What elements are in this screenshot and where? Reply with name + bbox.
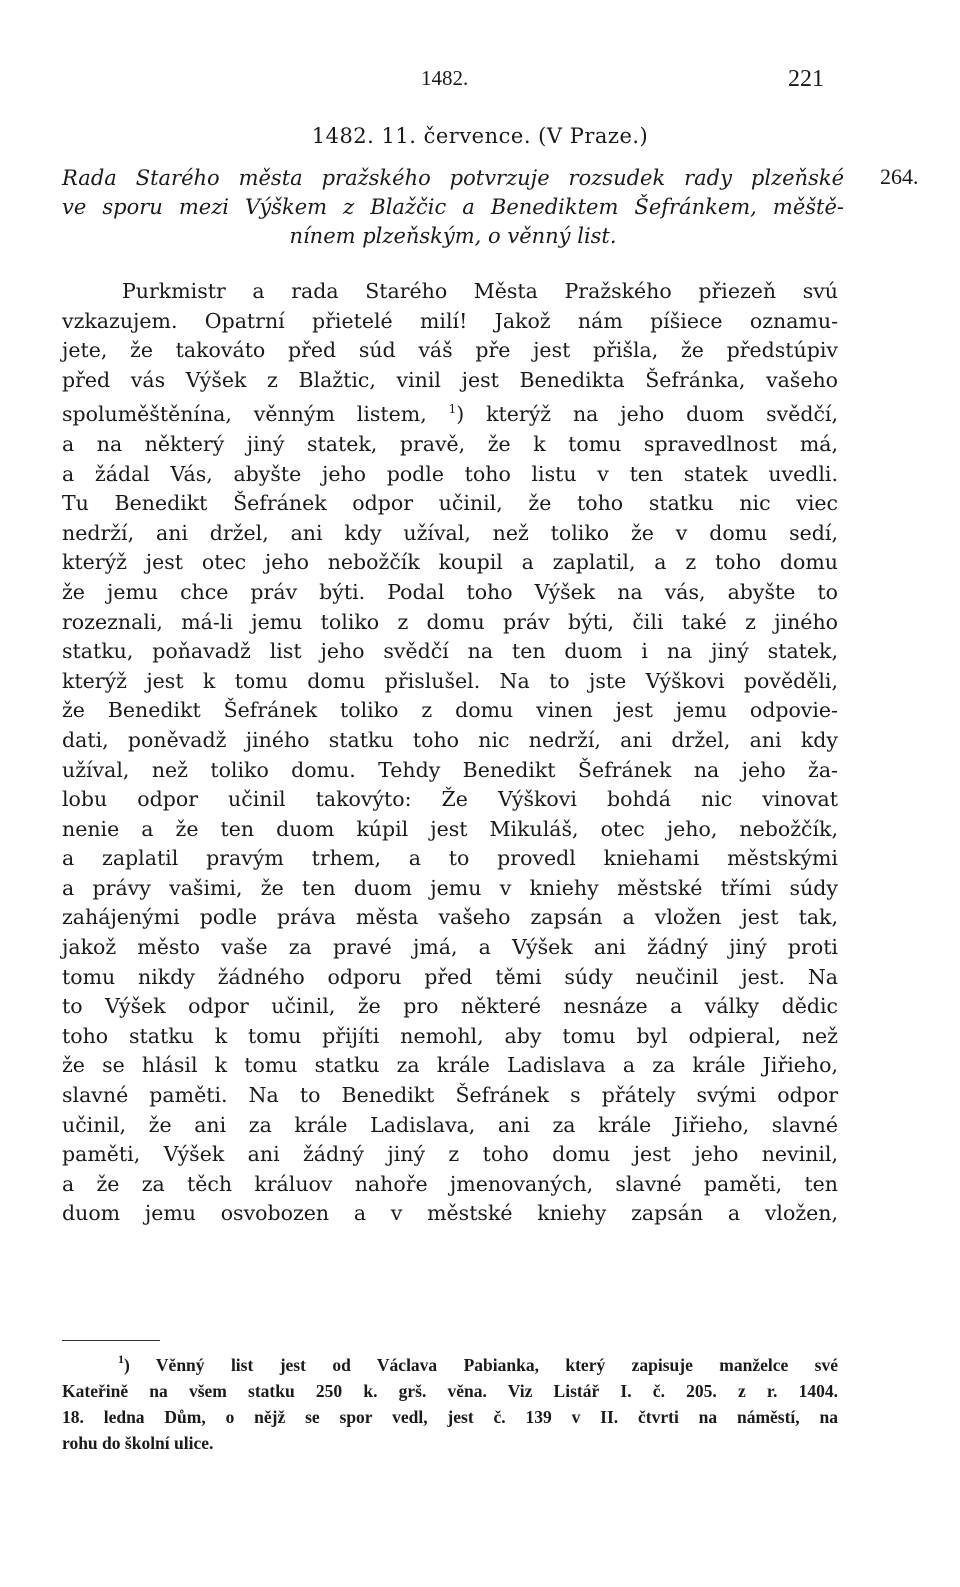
- body-line: toho statku k tomu přijíti nemohl, aby tomu byl odpieral, než: [62, 1023, 838, 1048]
- regest-line: nínem plzeňským, o věnný list.: [289, 224, 617, 248]
- footnote-reference: 1: [448, 402, 457, 417]
- body-line: učinil, že ani za krále Ladislava, ani za krále Jiřieho, slavné: [62, 1112, 838, 1137]
- body-line: vzkazujem. Opatrní přietelé milí! Jakož nám píšiece oznamu-: [62, 308, 838, 333]
- body-line: statku, poňavadž list jeho svědčí na ten duom i na jiný statek,: [62, 639, 838, 664]
- body-line: a žádal Vás, abyšte jeho podle toho listu v ten statek uvedli.: [62, 461, 838, 486]
- body-line: rozeznali, má-li jemu toliko z domu práv býti, čili také z jiného: [62, 609, 838, 634]
- footnote-line: [62, 1346, 838, 1378]
- header-year: 1482.: [421, 66, 469, 90]
- body-line: a že za těch králuov nahoře jmenovaných, slavné paměti, ten: [62, 1171, 838, 1196]
- body-line: zahájenými podle práva města vašeho zapsán a vložen jest tak,: [62, 905, 838, 930]
- body-line: dati, poněvadž jiného statku toho nic nedrží, ani držel, ani kdy: [62, 727, 838, 752]
- regest-line: ve sporu mezi Výškem z Blažčic a Benediktem Šefránkem, měště-: [62, 195, 844, 219]
- regest-summary: [62, 164, 844, 251]
- body-line: slavné paměti. Na to Benedikt Šefránek s přátely svými odpor: [62, 1083, 838, 1108]
- footnote: [62, 1346, 838, 1456]
- body-line: kterýž jest otec jeho nebožčík koupil a zaplatil, a z toho domu: [62, 550, 838, 575]
- body-line: že se hlásil k tomu statku za krále Ladislava a za krále Jiřieho,: [62, 1053, 838, 1078]
- body-line: paměti, Výšek ani žádný jiný z toho domu jest jeho nevinil,: [62, 1142, 838, 1167]
- running-head: [0, 66, 960, 96]
- body-line: před vás Výšek z Blažtic, vinil jest Benedikta Šefránka, vašeho: [62, 367, 838, 392]
- document-date-line: 1482. 11. července. (V Praze.): [311, 124, 649, 148]
- body-line: tomu nikdy žádného odporu před těmi súdy neučinil jest. Na: [62, 964, 838, 989]
- body-line: jakož město vaše za pravé jmá, a Výšek ani žádný jiný proti: [62, 935, 838, 960]
- footnote-line: Kateřině na všem statku 250 k. grš. věna. Viz Listář I. č. 205. z r. 1404.: [62, 1381, 838, 1401]
- body-line: kterýž jest k tomu domu přislušel. Na to jste Výškovi pověděli,: [62, 668, 838, 693]
- body-line: a na některý jiný statek, pravě, že k tomu spravedlnost má,: [62, 431, 838, 456]
- document-body: [62, 277, 838, 1229]
- body-line: a právy vašimi, že ten duom jemu v kniehy městské třími súdy: [62, 875, 838, 900]
- page-number: 221: [788, 66, 824, 92]
- body-line-head: spoluměštěnína, věnným listem,: [62, 402, 427, 427]
- body-line: jete, že takováto před súd váš pře jest přišla, že předstúpiv: [62, 338, 838, 363]
- footnote-marker: 1: [118, 1352, 124, 1366]
- footnote-line: 18. ledna Dům, o nějž se spor vedl, jest č. 139 v II. čtvrti na náměstí, na: [62, 1407, 838, 1427]
- body-line: Tu Benedikt Šefránek odpor učinil, že toho statku nic viec: [62, 491, 838, 516]
- body-line: nenie a že ten duom kúpil jest Mikuláš, otec jeho, nebožčík,: [62, 816, 838, 841]
- body-line: že jemu chce práv býti. Podal toho Výšek na vás, abyšte to: [62, 579, 838, 604]
- footnote-line-text: ) Věnný list jest od Václava Pabianka, který zapisuje manželce své: [124, 1355, 838, 1375]
- footnote-line: rohu do školní ulice.: [62, 1433, 214, 1453]
- body-line: nedrží, ani držel, ani kdy užíval, než toliko že v domu sedí,: [62, 520, 838, 545]
- body-line-tail: ) kterýž na jeho duom svědčí,: [456, 402, 838, 427]
- document-number: 264.: [880, 164, 919, 189]
- body-line: duom jemu osvobozen a v městské kniehy zapsán a vložen,: [62, 1201, 838, 1226]
- body-line: lobu odpor učinil takovýto: Že Výškovi bohdá nic vinovat: [62, 787, 838, 812]
- body-line: že Benedikt Šefránek toliko z domu vinen jest jemu odpovie-: [62, 698, 838, 723]
- body-line: Purkmistr a rada Starého Města Pražského přiezeň svú: [122, 279, 838, 303]
- regest-line: Rada Starého města pražského potvrzuje rozsudek rady plzeňské: [62, 166, 844, 190]
- body-line: a zaplatil pravým trhem, a to provedl kniehami městskými: [62, 846, 838, 871]
- body-line-with-footnote: [62, 395, 838, 430]
- body-line: to Výšek odpor učinil, že pro některé nesnáze a války dědic: [62, 994, 838, 1019]
- footnote-divider: [62, 1340, 160, 1341]
- body-line: užíval, než toliko domu. Tehdy Benedikt Šefránek na jeho ža-: [62, 757, 838, 782]
